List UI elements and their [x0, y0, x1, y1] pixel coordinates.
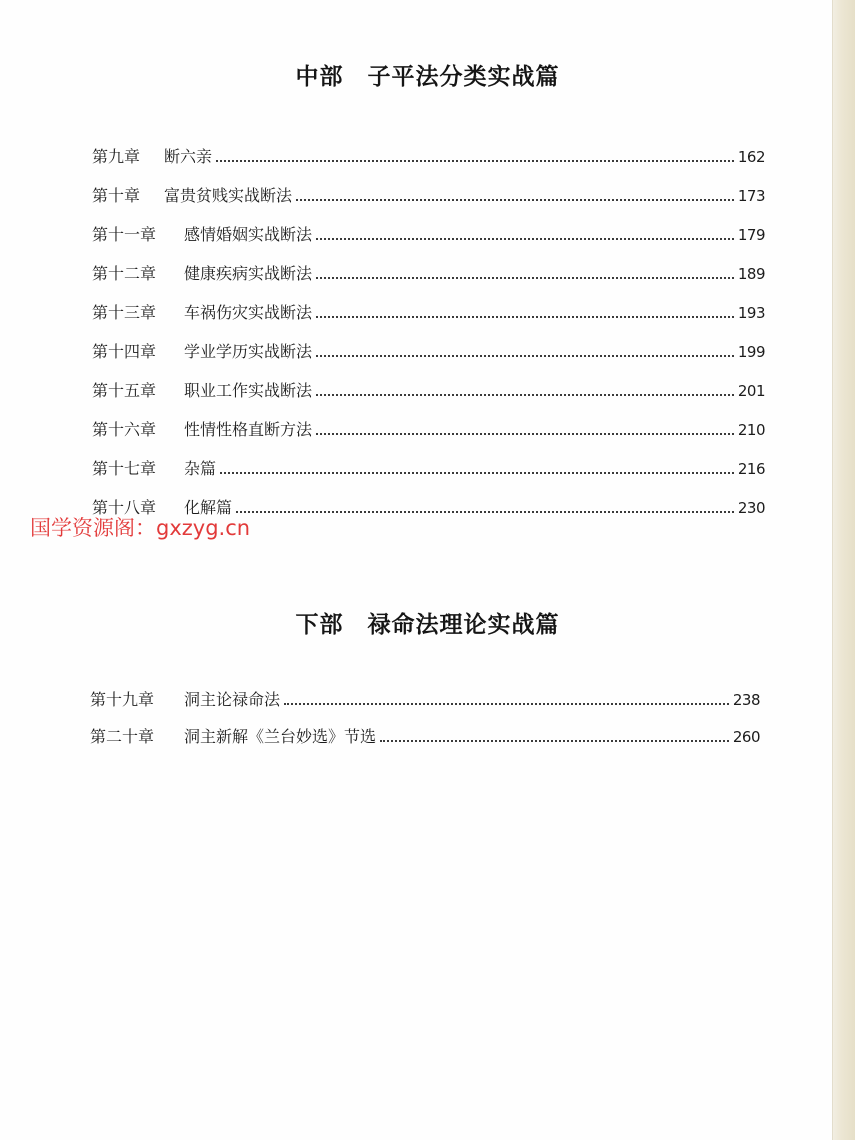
toc-title: 性情性格直断方法: [184, 420, 313, 439]
toc-leader-dots: [216, 160, 734, 162]
toc-leader-dots: [316, 394, 734, 396]
toc-chapter: 第十九章: [90, 690, 155, 709]
toc-page-number: 210: [737, 421, 765, 439]
toc-chapter: 第九章: [92, 147, 141, 166]
toc-chapter: 第十八章: [92, 498, 157, 517]
toc-page-number: 189: [737, 265, 765, 283]
toc-chapter: 第二十章: [90, 727, 155, 746]
toc-title: 健康疾病实战断法: [184, 264, 313, 283]
toc-leader-dots: [316, 433, 734, 435]
toc-page-number: 173: [737, 187, 765, 205]
section-title-middle: 中部 子平法分类实战篇: [295, 63, 560, 90]
toc-entry: [92, 453, 765, 479]
toc-chapter: 第十七章: [92, 459, 157, 478]
toc-entry: [92, 141, 765, 167]
toc-leader-dots: [380, 740, 729, 742]
toc-title: 断六亲: [164, 147, 213, 166]
toc-entry: [92, 414, 765, 440]
toc-leader-dots: [316, 355, 734, 357]
toc-page-number: 260: [732, 728, 760, 746]
toc-leader-dots: [220, 472, 734, 474]
toc-entry: [90, 721, 760, 747]
toc-entry: [92, 180, 765, 206]
toc-title: 感情婚姻实战断法: [184, 225, 313, 244]
toc-page-number: 162: [737, 148, 765, 166]
toc-title: 杂篇: [184, 459, 217, 478]
toc-entry: [92, 336, 765, 362]
toc-leader-dots: [296, 199, 734, 201]
toc-page-number: 193: [737, 304, 765, 322]
toc-chapter: 第十章: [92, 186, 141, 205]
toc-title: 化解篇: [184, 498, 233, 517]
toc-page-number: 230: [737, 499, 765, 517]
toc-leader-dots: [316, 277, 734, 279]
toc-title: 富贵贫贱实战断法: [164, 186, 293, 205]
toc-title: 洞主新解《兰台妙选》节选: [184, 727, 377, 746]
toc-entry: [92, 375, 765, 401]
page-edge: [833, 0, 855, 1140]
toc-page-number: 201: [737, 382, 765, 400]
toc-chapter: 第十三章: [92, 303, 157, 322]
toc-leader-dots: [236, 511, 734, 513]
toc-chapter: 第十五章: [92, 381, 157, 400]
toc-leader-dots: [316, 316, 734, 318]
toc-entry: [92, 258, 765, 284]
toc-title: 学业学历实战断法: [184, 342, 313, 361]
section-title-lower: 下部 禄命法理论实战篇: [295, 611, 560, 638]
toc-title: 车祸伤灾实战断法: [184, 303, 313, 322]
toc-entry: [92, 297, 765, 323]
toc-title: 职业工作实战断法: [184, 381, 313, 400]
toc-entry: [90, 684, 760, 710]
toc-page-number: 216: [737, 460, 765, 478]
toc-entry: [92, 219, 765, 245]
toc-chapter: 第十六章: [92, 420, 157, 439]
watermark-text: 国学资源阁：gxzyg.cn: [30, 516, 251, 540]
toc-leader-dots: [316, 238, 734, 240]
toc-page-number: 199: [737, 343, 765, 361]
toc-page-number: 238: [732, 691, 760, 709]
toc-page-number: 179: [737, 226, 765, 244]
toc-chapter: 第十一章: [92, 225, 157, 244]
toc-title: 洞主论禄命法: [184, 690, 281, 709]
toc-chapter: 第十四章: [92, 342, 157, 361]
toc-leader-dots: [284, 703, 729, 705]
toc-chapter: 第十二章: [92, 264, 157, 283]
